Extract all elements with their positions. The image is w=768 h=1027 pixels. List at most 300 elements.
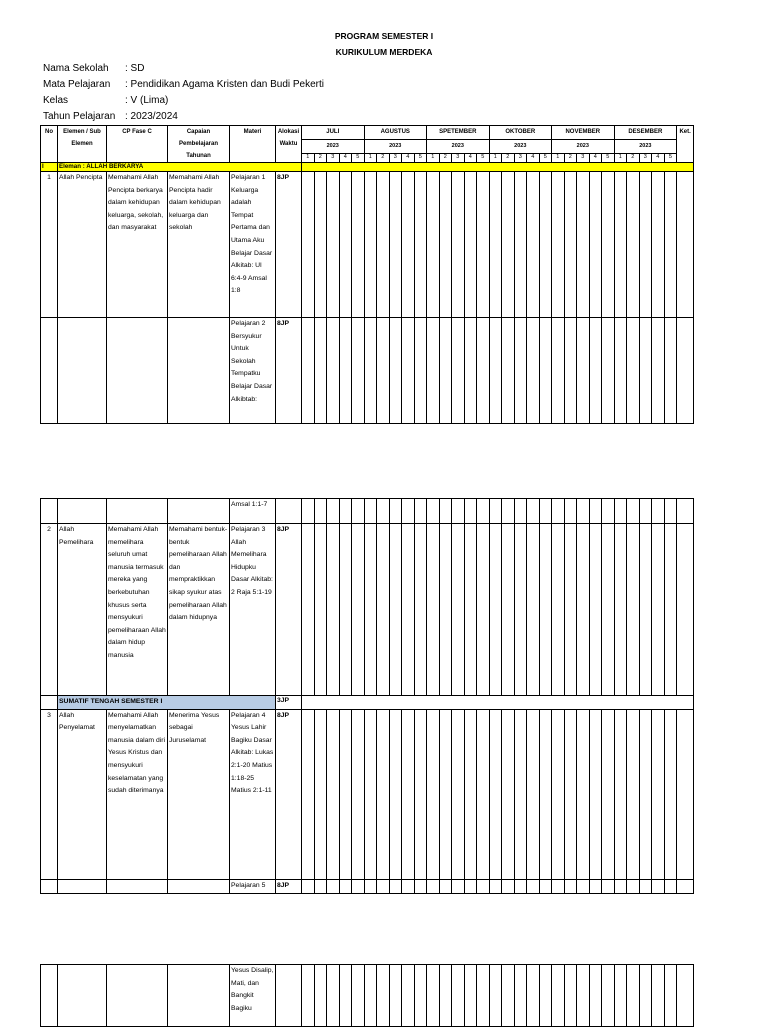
week-cell: [539, 524, 552, 696]
week-cell: [602, 879, 615, 893]
week-cell: [477, 879, 490, 893]
week-cell: [577, 524, 590, 696]
week-cell: [339, 499, 352, 524]
info-label: Nama Sekolah: [43, 63, 109, 74]
row-capaian: [168, 879, 230, 893]
week-cell: [439, 879, 452, 893]
row-materi: Pelajaran 2 Bersyukur Untuk Sekolah Tempatku Belajar Dasar Alkibtab:: [230, 318, 276, 424]
week-cell: [602, 318, 615, 424]
week-cell: [402, 172, 415, 318]
week-cell: [589, 709, 602, 879]
program-table-page-1: [40, 125, 694, 424]
week-cell: [589, 499, 602, 524]
week-cell: [327, 172, 340, 318]
week-cell: [514, 965, 527, 1027]
week-cell: [414, 879, 427, 893]
sumatif-no: [41, 696, 58, 710]
week-cell: [452, 318, 465, 424]
week-cell: [577, 965, 590, 1027]
week-cell: [427, 965, 440, 1027]
month-header: JULI: [302, 126, 365, 140]
week-cell: [452, 524, 465, 696]
week-cell: [627, 709, 640, 879]
week-cell: [489, 499, 502, 524]
sumatif-alokasi: 3JP: [276, 696, 302, 710]
month-header: DESEMBER: [614, 126, 677, 140]
col-cp-header: CP Fase C: [107, 126, 168, 163]
section-fill: [302, 163, 694, 172]
section-row: [41, 163, 694, 172]
week-cell: [639, 879, 652, 893]
col-materi-header: Materi: [230, 126, 276, 163]
week-cell: [564, 709, 577, 879]
week-number: 5: [539, 154, 552, 163]
week-cell: [552, 965, 565, 1027]
table-header-row: [41, 126, 694, 140]
week-cell: [452, 709, 465, 879]
week-cell: [514, 709, 527, 879]
week-cell: [564, 524, 577, 696]
week-cell: [364, 965, 377, 1027]
col-ket-header: Ket.: [677, 126, 694, 163]
row-cp: Memahami Allah menyelamatkan manusia dalam diri Yesus Kristus dan mensyukuri keselamatan yang sudah diterimanya: [107, 709, 168, 879]
week-cell: [302, 709, 315, 879]
week-cell: [602, 172, 615, 318]
week-cell: [339, 524, 352, 696]
week-cell: [402, 499, 415, 524]
week-number: 2: [564, 154, 577, 163]
week-number: 4: [464, 154, 477, 163]
week-cell: [452, 965, 465, 1027]
row-alokasi: 8JP: [276, 318, 302, 424]
week-cell: [364, 172, 377, 318]
week-cell: [664, 709, 677, 879]
week-number: 1: [364, 154, 377, 163]
week-number: 3: [577, 154, 590, 163]
week-cell: [314, 965, 327, 1027]
week-cell: [652, 709, 665, 879]
info-row: [43, 95, 168, 106]
month-header: SPETEMBER: [427, 126, 490, 140]
week-cell: [377, 318, 390, 424]
table-row: [41, 499, 694, 524]
week-cell: [489, 965, 502, 1027]
row-alokasi: [276, 965, 302, 1027]
row-capaian: [168, 318, 230, 424]
week-cell: [439, 318, 452, 424]
week-cell: [327, 879, 340, 893]
week-cell: [302, 524, 315, 696]
row-cp: [107, 318, 168, 424]
week-cell: [327, 965, 340, 1027]
week-cell: [489, 524, 502, 696]
week-cell: [652, 965, 665, 1027]
row-ket: [677, 709, 694, 879]
page-title-1: PROGRAM SEMESTER I: [334, 31, 434, 41]
week-cell: [302, 499, 315, 524]
week-cell: [664, 318, 677, 424]
week-cell: [664, 879, 677, 893]
week-number: 5: [602, 154, 615, 163]
week-cell: [639, 499, 652, 524]
month-year: 2023: [427, 140, 490, 154]
week-cell: [402, 318, 415, 424]
week-cell: [352, 709, 365, 879]
row-cp: [107, 499, 168, 524]
week-cell: [514, 879, 527, 893]
week-cell: [402, 709, 415, 879]
week-cell: [614, 879, 627, 893]
week-cell: [577, 499, 590, 524]
week-cell: [489, 709, 502, 879]
week-number: 5: [352, 154, 365, 163]
week-cell: [389, 879, 402, 893]
week-cell: [327, 499, 340, 524]
week-cell: [502, 879, 515, 893]
week-cell: [564, 318, 577, 424]
row-number: 3: [41, 709, 58, 879]
week-cell: [552, 709, 565, 879]
week-cell: [477, 524, 490, 696]
sumatif-label: SUMATIF TENGAH SEMESTER I: [58, 696, 276, 710]
week-number: 4: [402, 154, 415, 163]
week-cell: [502, 318, 515, 424]
week-cell: [502, 709, 515, 879]
week-cell: [377, 172, 390, 318]
week-cell: [652, 524, 665, 696]
week-cell: [377, 879, 390, 893]
month-year: 2023: [614, 140, 677, 154]
week-cell: [364, 318, 377, 424]
week-cell: [552, 172, 565, 318]
week-cell: [614, 172, 627, 318]
week-cell: [414, 709, 427, 879]
sumatif-row: [41, 696, 694, 710]
week-cell: [602, 524, 615, 696]
week-cell: [314, 879, 327, 893]
week-cell: [602, 965, 615, 1027]
row-elemen: Allah Pemelihara: [58, 524, 107, 696]
week-cell: [377, 524, 390, 696]
week-number: 4: [339, 154, 352, 163]
week-cell: [414, 524, 427, 696]
week-cell: [439, 172, 452, 318]
week-cell: [539, 965, 552, 1027]
week-number: 4: [527, 154, 540, 163]
week-cell: [552, 879, 565, 893]
week-cell: [527, 499, 540, 524]
week-cell: [389, 172, 402, 318]
info-row: [43, 63, 144, 74]
week-number: 5: [477, 154, 490, 163]
week-cell: [302, 172, 315, 318]
week-cell: [589, 318, 602, 424]
week-cell: [464, 499, 477, 524]
row-ket: [677, 879, 694, 893]
week-cell: [389, 709, 402, 879]
week-cell: [339, 965, 352, 1027]
week-cell: [589, 965, 602, 1027]
row-elemen: Allah Penyelamat: [58, 709, 107, 879]
week-number: 4: [589, 154, 602, 163]
table-row: [41, 965, 694, 1027]
table-row: [41, 172, 694, 318]
week-cell: [364, 879, 377, 893]
week-cell: [614, 499, 627, 524]
week-cell: [627, 524, 640, 696]
row-number: [41, 499, 58, 524]
row-alokasi: [276, 499, 302, 524]
row-cp: [107, 879, 168, 893]
week-cell: [364, 499, 377, 524]
row-alokasi: 8JP: [276, 879, 302, 893]
table-row: [41, 318, 694, 424]
week-cell: [439, 524, 452, 696]
week-cell: [402, 524, 415, 696]
week-cell: [389, 318, 402, 424]
week-cell: [477, 499, 490, 524]
week-cell: [639, 965, 652, 1027]
week-cell: [527, 172, 540, 318]
row-capaian: [168, 499, 230, 524]
week-cell: [664, 499, 677, 524]
table-row: [41, 709, 694, 879]
week-cell: [577, 172, 590, 318]
week-cell: [377, 709, 390, 879]
row-number: [41, 318, 58, 424]
week-cell: [427, 709, 440, 879]
week-cell: [364, 709, 377, 879]
row-number: [41, 965, 58, 1027]
program-table-page-2: [40, 498, 694, 894]
week-cell: [639, 709, 652, 879]
section-number: I: [41, 163, 58, 172]
week-cell: [639, 172, 652, 318]
row-capaian: [168, 965, 230, 1027]
week-cell: [464, 318, 477, 424]
week-cell: [527, 318, 540, 424]
week-cell: [564, 879, 577, 893]
week-cell: [664, 965, 677, 1027]
week-cell: [514, 524, 527, 696]
row-materi: Yesus Disalip, Mati, dan Bangkit Bagiku: [230, 965, 276, 1027]
week-cell: [352, 965, 365, 1027]
info-row: [43, 111, 178, 122]
week-cell: [327, 524, 340, 696]
row-ket: [677, 318, 694, 424]
week-number: 3: [389, 154, 402, 163]
week-cell: [464, 524, 477, 696]
week-cell: [302, 318, 315, 424]
week-cell: [627, 172, 640, 318]
week-cell: [602, 499, 615, 524]
week-cell: [602, 709, 615, 879]
row-elemen: [58, 318, 107, 424]
row-cp: Memahami Allah Pencipta berkarya dalam kehidupan keluarga, sekolah, dan masyarakat: [107, 172, 168, 318]
week-cell: [414, 965, 427, 1027]
row-cp: Memahami Allah memelihara seluruh umat manusia termasuk mereka yang berkebutuhan khusus serta mensyukuri pemeliharaan Allah dalam hidup manusia: [107, 524, 168, 696]
month-year: 2023: [364, 140, 427, 154]
week-cell: [477, 318, 490, 424]
month-year: 2023: [302, 140, 365, 154]
row-materi: Pelajaran 4 Yesus Lahir Bagiku Dasar Alkitab: Lukas 2:1-20 Matius 1:18-25 Matius 2:1-11: [230, 709, 276, 879]
week-cell: [389, 524, 402, 696]
week-number: 1: [302, 154, 315, 163]
week-cell: [589, 524, 602, 696]
week-cell: [539, 879, 552, 893]
week-cell: [502, 172, 515, 318]
week-cell: [577, 318, 590, 424]
week-number: 5: [414, 154, 427, 163]
week-cell: [639, 524, 652, 696]
col-alokasi-header: Alokasi Waktu: [276, 126, 302, 163]
week-cell: [627, 965, 640, 1027]
week-cell: [327, 709, 340, 879]
week-number: 3: [452, 154, 465, 163]
week-cell: [577, 879, 590, 893]
month-header: NOVEMBER: [552, 126, 615, 140]
week-cell: [477, 172, 490, 318]
week-cell: [614, 709, 627, 879]
week-number: 2: [502, 154, 515, 163]
week-number: 2: [627, 154, 640, 163]
week-cell: [477, 965, 490, 1027]
week-number: 1: [614, 154, 627, 163]
week-cell: [539, 709, 552, 879]
week-cell: [402, 965, 415, 1027]
week-cell: [302, 965, 315, 1027]
month-year: 2023: [552, 140, 615, 154]
week-cell: [514, 499, 527, 524]
row-number: 2: [41, 524, 58, 696]
week-cell: [352, 318, 365, 424]
row-ket: [677, 524, 694, 696]
week-cell: [314, 318, 327, 424]
info-row: [43, 79, 324, 90]
week-cell: [339, 709, 352, 879]
week-cell: [489, 879, 502, 893]
week-cell: [464, 879, 477, 893]
row-materi: Pelajaran 5: [230, 879, 276, 893]
section-label: Eleman : ALLAH BERKARYA: [58, 163, 302, 172]
program-table-page-3: [40, 964, 694, 1027]
col-elemen-header: Elemen / Sub Elemen: [58, 126, 107, 163]
week-cell: [514, 318, 527, 424]
row-elemen: [58, 965, 107, 1027]
row-capaian: Memahami Allah Pencipta hadir dalam kehidupan keluarga dan sekolah: [168, 172, 230, 318]
info-label: Mata Pelajaran: [43, 79, 111, 90]
week-cell: [477, 709, 490, 879]
week-number: 3: [327, 154, 340, 163]
week-cell: [614, 318, 627, 424]
row-materi: Pelajaran 1 Keluarga adalah Tempat Pertama dan Utama Aku Belajar Dasar Alkitab: Ul 6:4-9 Amsal 1:8: [230, 172, 276, 318]
week-cell: [314, 499, 327, 524]
row-capaian: Menerima Yesus sebagai Juruselamat: [168, 709, 230, 879]
week-cell: [314, 709, 327, 879]
week-cell: [439, 499, 452, 524]
week-cell: [502, 499, 515, 524]
info-value: : SD: [125, 63, 145, 74]
sumatif-fill: [302, 696, 694, 710]
row-elemen: [58, 499, 107, 524]
week-cell: [464, 709, 477, 879]
week-cell: [352, 524, 365, 696]
row-number: [41, 879, 58, 893]
row-elemen: Allah Pencipta: [58, 172, 107, 318]
week-number: 3: [639, 154, 652, 163]
week-number: 2: [314, 154, 327, 163]
week-cell: [527, 965, 540, 1027]
week-cell: [352, 499, 365, 524]
page-title-2: KURIKULUM MERDEKA: [335, 47, 433, 57]
week-number: 1: [552, 154, 565, 163]
week-cell: [514, 172, 527, 318]
week-cell: [414, 172, 427, 318]
week-cell: [339, 879, 352, 893]
row-ket: [677, 499, 694, 524]
week-cell: [314, 172, 327, 318]
week-cell: [427, 879, 440, 893]
week-cell: [377, 499, 390, 524]
week-cell: [452, 879, 465, 893]
table-row: [41, 524, 694, 696]
week-number: 1: [489, 154, 502, 163]
info-value: : 2023/2024: [125, 111, 178, 122]
info-label: Kelas: [43, 95, 69, 106]
week-cell: [439, 965, 452, 1027]
week-number: 3: [514, 154, 527, 163]
week-cell: [639, 318, 652, 424]
week-number: 4: [652, 154, 665, 163]
info-value: : Pendidikan Agama Kristen dan Budi Pekerti: [125, 79, 325, 90]
row-elemen: [58, 879, 107, 893]
week-cell: [489, 172, 502, 318]
info-label: Tahun Pelajaran: [43, 111, 116, 122]
week-cell: [452, 172, 465, 318]
week-cell: [614, 524, 627, 696]
week-cell: [527, 879, 540, 893]
row-alokasi: 8JP: [276, 524, 302, 696]
info-value: : V (Lima): [125, 95, 169, 106]
week-cell: [414, 318, 427, 424]
row-alokasi: 8JP: [276, 172, 302, 318]
row-materi: Pelajaran 3 Allah Memelihara Hidupku Dasar Alkitab: 2 Raja 5:1-19: [230, 524, 276, 696]
week-cell: [427, 172, 440, 318]
week-cell: [564, 172, 577, 318]
week-cell: [339, 318, 352, 424]
week-cell: [539, 172, 552, 318]
week-cell: [552, 499, 565, 524]
week-cell: [427, 524, 440, 696]
week-cell: [427, 318, 440, 424]
week-cell: [577, 709, 590, 879]
row-capaian: Memahami bentuk-bentuk pemeliharaan Allah dan mempraktikkan sikap syukur atas pemeliharaan Allah dalam hidupnya: [168, 524, 230, 696]
row-materi: Amsal 1:1-7: [230, 499, 276, 524]
month-header: OKTOBER: [489, 126, 552, 140]
week-cell: [552, 524, 565, 696]
week-cell: [427, 499, 440, 524]
col-capaian-header: Capaian Pembelajaran Tahunan: [168, 126, 230, 163]
week-cell: [502, 524, 515, 696]
week-cell: [352, 879, 365, 893]
week-number: 2: [439, 154, 452, 163]
week-cell: [589, 172, 602, 318]
table-row: [41, 879, 694, 893]
row-ket: [677, 172, 694, 318]
week-cell: [389, 965, 402, 1027]
week-cell: [464, 965, 477, 1027]
week-cell: [414, 499, 427, 524]
